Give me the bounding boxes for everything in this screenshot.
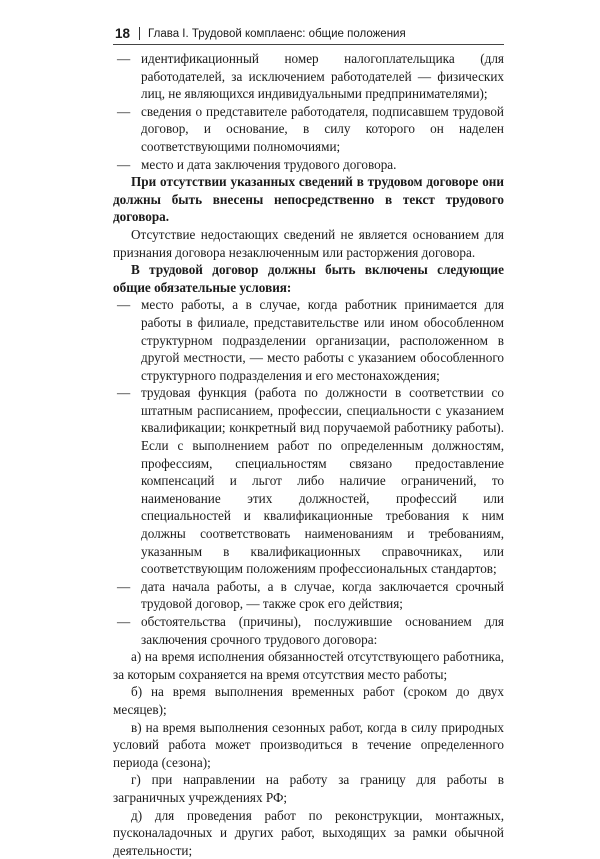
page-number: 18: [115, 26, 131, 41]
dash-marker: —: [117, 385, 131, 401]
list-item: [113, 613, 504, 648]
running-header: [115, 26, 406, 41]
absence-note: Отсутствие недостающих сведений не является основанием для признания договора незаключенным или расторжения договора.: [113, 226, 504, 260]
term-reason: д) для проведения работ по реконструкции, монтажных, пусконаладочных и других работ, выходящих за рамки обычной деятельности;: [113, 807, 504, 858]
mandatory-heading: В трудовой договор должны быть включены следующие общие обязательные условия:: [113, 262, 504, 295]
term-reason: а) на время исполнения обязанностей отсутствующего работника, за которым сохраняется на время отсутствия место работы;: [113, 649, 504, 682]
header-rule: [113, 44, 504, 45]
list-item-text: идентификационный номер налогоплательщика (для работодателей, за исключением работодателей — физических лиц, не являющихся индивидуальными предпринимателями);: [141, 51, 504, 102]
dash-marker: —: [117, 614, 131, 629]
list-item-text: место и дата заключения трудового договора.: [141, 156, 397, 172]
list-item: [113, 578, 504, 613]
dash-marker: —: [117, 51, 131, 66]
list-item: [113, 384, 504, 578]
term-reason: г) при направлении на работу за границу для работы в заграничных учреждениях РФ;: [113, 772, 504, 805]
list-item-text: сведения о представителе работодателя, подписавшем трудовой договор, и основание, в силу которого он наделен соответствующими полномочиями;: [141, 103, 504, 154]
dash-marker: —: [117, 578, 131, 594]
list-item: [113, 296, 504, 384]
dash-marker: —: [117, 156, 131, 172]
list-item: [113, 156, 504, 174]
chapter-title: Глава I. Трудовой комплаенс: общие положения: [148, 27, 406, 40]
term-reason: в) на время выполнения сезонных работ, когда в силу природных условий работа может производиться в течение определенного периода (сезона);: [113, 719, 504, 770]
dash-marker: —: [117, 103, 131, 119]
list-item: [113, 50, 504, 103]
page-body: [113, 50, 504, 859]
list-item: [113, 103, 504, 156]
header-separator: [139, 27, 140, 40]
list-item-text: дата начала работы, а в случае, когда заключается срочный трудовой договор, — также срок его действия;: [141, 578, 504, 612]
list-item-text: место работы, а в случае, когда работник принимается для работы в филиале, представительстве или ином обособленном структурном подразделении организации, расположенном в другой местности, — место работы с указанием обособленного структурного подразделения и его местонахождения;: [141, 297, 504, 383]
list-item-text: трудовая функция (работа по должности в соответствии со штатным расписанием, профессии, специальности с указанием квалификации; конкретный вид поручаемой работнику работы). Если с выполнением работ по определенным должностям, профессиям, специальностям связано предоставление компенсаций и льгот либо наличие ограничений, то наименование этих должностей, профессий или специальностей и квалификационные требования к ним должны соответствовать наименованиям и требованиям, указанным в квалификационных справочниках, или соответствующим положениям профессиональных стандартов;: [141, 385, 504, 577]
term-reason: б) на время выполнения временных работ (сроком до двух месяцев);: [113, 684, 504, 717]
dash-marker: —: [117, 297, 131, 313]
list-item-text: обстоятельства (причины), послужившие основанием для заключения срочного трудового договора:: [141, 614, 504, 647]
bold-notice: При отсутствии указанных сведений в трудовом договоре они должны быть внесены непосредственно в текст трудового договора.: [113, 174, 504, 225]
